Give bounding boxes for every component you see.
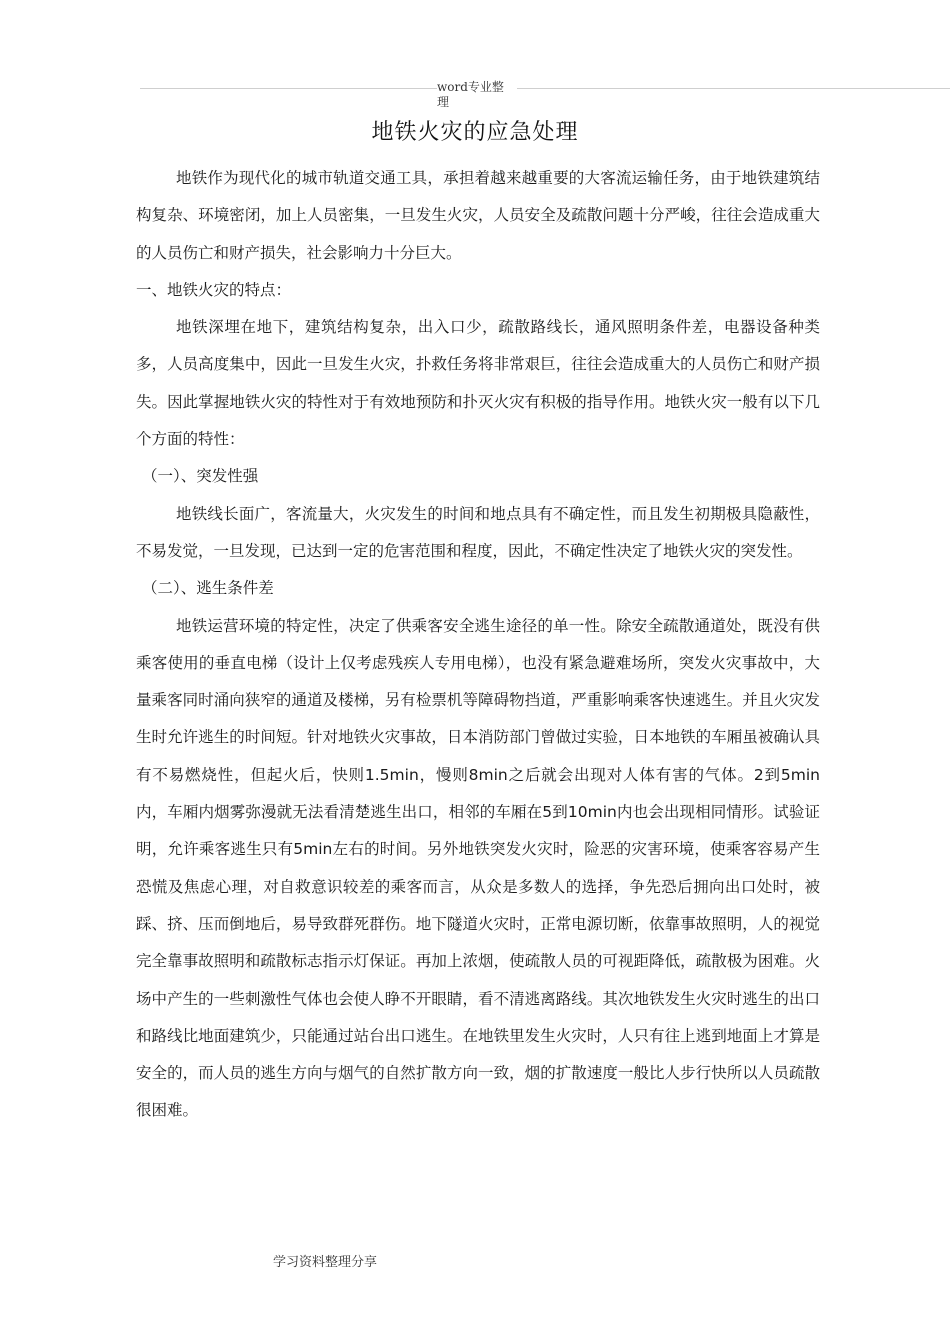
subsection-paragraph: 地铁线长面广，客流量大，火灾发生的时间和地点具有不确定性，而且发生初期极具隐蔽性，不易发觉，一旦发现，已达到一定的危害范围和程度，因此，不确定性决定了地铁火灾的突发性。 — [136, 504, 820, 560]
footer-label: 学习资料整理分享 — [273, 1255, 378, 1270]
document-body — [136, 160, 820, 1130]
section-paragraph: 地铁深埋在地下，建筑结构复杂，出入口少，疏散路线长，通风照明条件差，电器设备种类多，人员高度集中，因此一旦发生火灾，扑救任务将非常艰巨，往往会造成重大的人员伤亡和财产损失。因此掌握地铁火灾的特性对于有效地预防和扑灭火灾有积极的指导作用。地铁火灾一般有以下几个方面的特性： — [136, 318, 820, 449]
subsection-heading: （一）、突发性强 — [142, 467, 259, 486]
intro-paragraph: 地铁作为现代化的城市轨道交通工具，承担着越来越重要的大客流运输任务，由于地铁建筑结构复杂、环境密闭，加上人员密集，一旦发生火灾，人员安全及疏散问题十分严峻，往往会造成重大的人员伤亡和财产损失，社会影响力十分巨大。 — [136, 169, 820, 262]
section-heading: 一、地铁火灾的特点： — [136, 280, 292, 299]
subsection-paragraph: 地铁运营环境的特定性，决定了供乘客安全逃生途径的单一性。除安全疏散通道处，既没有供乘客使用的垂直电梯（设计上仅考虑残疾人专用电梯），也没有紧急避难场所，突发火灾事故中，大量乘客同时涌向狭窄的通道及楼梯，另有检票机等障碍物挡道，严重影响乘客快速逃生。并且火灾发生时允许逃生的时间短。针对地铁火灾事故，日本消防部门曾做过实验，日本地铁的车厢虽被确认具有不易燃烧性，但起火后，快则1.5min，慢则8min之后就会出现对人体有害的气体。2到5min内，车厢内烟雾弥漫就无法看清楚逃生出口，相邻的车厢在5到10min内也会出现相同情形。试验证明，允许乘客逃生只有5min左右的时间。另外地铁突发火灾时，险恶的灾害环境，使乘客容易产生恐慌及焦虑心理，对自救意识较差的乘客而言，从众是多数人的选择，争先恐后拥向出口处时，被踩、挤、压而倒地后，易导致群死群伤。地下隧道火灾时，正常电源切断，依靠事故照明，人的视觉完全靠事故照明和疏散标志指示灯保证。再加上浓烟，使疏散人员的可视距降低，疏散极为困难。火场中产生的一些刺激性气体也会使人睁不开眼睛，看不清逃离路线。其次地铁发生火灾时逃生的出口和路线比地面建筑少，只能通过站台出口逃生。在地铁里发生火灾时，人只有往上逃到地面上才算是安全的，而人员的逃生方向与烟气的自然扩散方向一致，烟的扩散速度一般比人步行快所以人员疏散很困难。 — [136, 616, 820, 1120]
subsection-heading: （二）、逃生条件差 — [142, 579, 274, 598]
header-rule — [140, 88, 950, 89]
header-label: word专业整理 — [437, 80, 517, 110]
document-title: 地铁火灾的应急处理 — [371, 120, 579, 145]
